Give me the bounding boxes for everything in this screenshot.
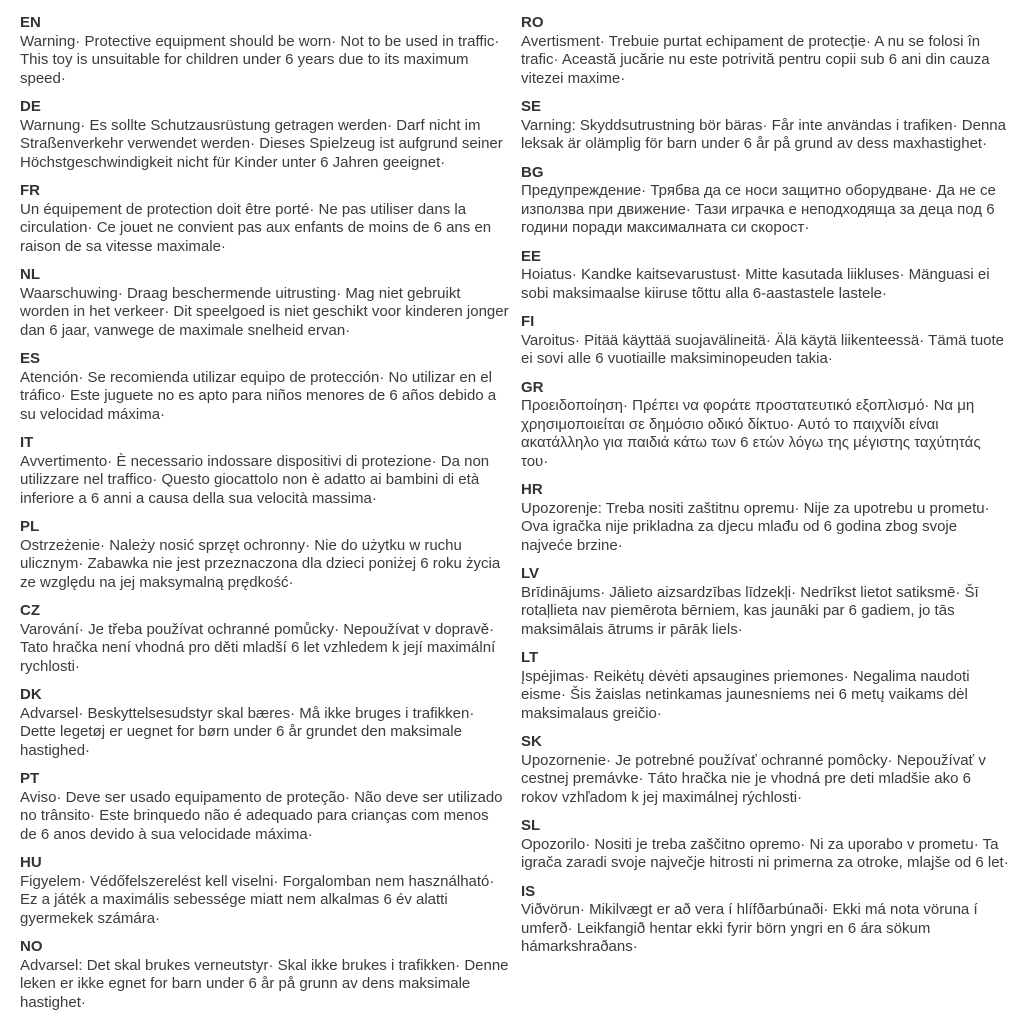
language-code-no: NO <box>20 938 43 955</box>
warning-block-pl <box>20 518 509 592</box>
warning-text-nl: Waarschuwing· Draag beschermende uitrusting· Mag niet gebruikt worden in het verkeer· Dit speelgoed is niet geschikt voor kinderen jonger dan 6 jaar, vanwege de maximale snelheid ervan· <box>20 284 509 339</box>
right-column <box>521 14 1010 1024</box>
warning-text-lt: Įspėjimas· Reikėtų dėvėti apsaugines priemones· Negalima naudoti eisme· Šis žaislas netinkamas jaunesniems nei 6 metų vaikams dėl maksimalaus greičio· <box>521 667 970 722</box>
warning-text-lv: Brīdinājums· Jālieto aizsardzības līdzekļi· Nedrīkst lietot satiksmē· Šī rotaļlieta nav piemērota bērniem, kas jaunāki par 6 gadiem, jo tās maksimālais ātrums ir pārāk liels· <box>521 583 979 638</box>
language-code-ee: EE <box>521 247 542 265</box>
language-code-lv: LV <box>521 565 540 582</box>
warning-block-nl <box>20 266 509 340</box>
warning-text-pt: Aviso· Deve ser usado equipamento de proteção· Não deve ser utilizado no trânsito· Este brinquedo não é adequado para crianças com menos de 6 anos devido à sua velocidade máxima· <box>20 788 503 843</box>
warning-block-it <box>20 434 509 508</box>
warning-block-fr <box>20 182 509 256</box>
warning-block-hr <box>521 481 1010 555</box>
language-code-pl: PL <box>20 518 40 535</box>
left-column <box>20 14 509 1024</box>
language-code-de: DE <box>20 98 41 115</box>
warning-block-is <box>521 883 1010 957</box>
warning-text-pl: Ostrzeżenie· Należy nosić sprzęt ochronny· Nie do użytku w ruchu ulicznym· Zabawka nie jest przeznaczona dla dzieci poniżej 6 roku życia ze względu na jej maksymalną prędkość· <box>20 536 501 591</box>
warning-block-no <box>20 938 509 1012</box>
warning-text-cz: Varování· Je třeba používat ochranné pomůcky· Nepoužívat v dopravě· Tato hračka není vhodná pro děti mladší 6 let vzhledem k její maximální rychlosti· <box>20 620 496 675</box>
language-code-sk: SK <box>521 733 542 750</box>
warning-text-ee: Hoiatus· Kandke kaitsevarustust· Mitte kasutada liikluses· Mänguasi ei sobi maksimaalse kiiruse tõttu alla 6-aastastele lastele· <box>521 266 990 302</box>
warning-block-bg <box>521 164 1010 238</box>
warning-block-cz <box>20 602 509 676</box>
language-code-en: EN <box>20 14 41 31</box>
language-code-lt: LT <box>521 649 539 666</box>
language-code-bg: BG <box>521 163 544 181</box>
warning-block-lv <box>521 565 1010 639</box>
warning-block-es <box>20 350 509 424</box>
warning-text-no: Advarsel: Det skal brukes verneutstyr· Skal ikke brukes i trafikken· Denne leken er ikke egnet for barn under 6 år på grunn av dens maksimale hastighet· <box>20 956 509 1011</box>
language-code-fr: FR <box>20 182 40 199</box>
language-code-is: IS <box>521 882 536 900</box>
warning-text-fr: Un équipement de protection doit être porté· Ne pas utiliser dans la circulation· Ce jouet ne convient pas aux enfants de moins de 6 ans en raison de sa vitesse maximale· <box>20 200 492 255</box>
language-code-ro: RO <box>521 14 544 31</box>
warning-block-ee <box>521 248 1010 304</box>
warning-block-dk <box>20 686 509 760</box>
warning-block-hu <box>20 854 509 928</box>
language-code-fi: FI <box>521 313 535 330</box>
warning-text-en: Warning· Protective equipment should be worn· Not to be used in traffic· This toy is unsuitable for children under 6 years due to its maximum speed· <box>20 32 500 87</box>
warning-text-sk: Upozornenie· Je potrebné používať ochranné pomôcky· Nepoužívať v cestnej premávke· Táto hračka nie je vhodná pre deti mladšie ako 6 rokov vzhľadom k jej maximálnej rýchlosti· <box>521 751 986 806</box>
warning-text-sl: Opozorilo· Nositi je treba zaščitno opremo· Ni za uporabo v prometu· Ta igrača zaradi svoje največje hitrosti ni primerna za otroke, mlajše od 6 let· <box>521 835 1009 871</box>
warning-text-ro: Avertisment· Trebuie purtat echipament de protecție· A nu se folosi în trafic· Această jucărie nu este potrivită pentru copii sub 6 ani din cauza vitezei maxime· <box>521 32 990 87</box>
warning-block-lt <box>521 649 1010 723</box>
warning-block-ro <box>521 14 1010 88</box>
language-code-dk: DK <box>20 686 42 703</box>
warning-text-de: Warnung· Es sollte Schutzausrüstung getragen werden· Darf nicht im Straßenverkehr verwendet werden· Dieses Spielzeug ist aufgrund seiner Höchstgeschwindigkeit nicht für Kinder unter 6 Jahren geeignet· <box>20 116 503 171</box>
language-code-it: IT <box>20 434 34 451</box>
warning-block-en <box>20 14 509 88</box>
warning-block-pt <box>20 770 509 844</box>
language-code-cz: CZ <box>20 602 40 619</box>
warning-text-se: Varning: Skyddsutrustning bör bäras· Får inte användas i trafiken· Denna leksak är olämplig för barn under 6 år på grund av dess maxhastighet· <box>521 116 1006 152</box>
language-code-gr: GR <box>521 378 544 396</box>
warning-text-dk: Advarsel· Beskyttelsesudstyr skal bæres· Må ikke bruges i trafikken· Dette legetøj er uegnet for børn under 6 år grundet den maksimale hastighed· <box>20 704 475 759</box>
warning-block-de <box>20 98 509 172</box>
language-code-sl: SL <box>521 817 541 834</box>
warning-text-hu: Figyelem· Védőfelszerelést kell viselni· Forgalomban nem használható· Ez a játék a maximális sebessége miatt nem alkalmas 6 év alatti gyermekek számára· <box>20 872 495 927</box>
language-code-es: ES <box>20 350 41 367</box>
warning-text-fi: Varoitus· Pitää käyttää suojavälineitä· Älä käytä liikenteessä· Tämä tuote ei sovi alle 6 vuotiaille maksiminopeuden takia· <box>521 331 1005 367</box>
language-code-pt: PT <box>20 770 40 787</box>
warning-text-it: Avvertimento· È necessario indossare dispositivi di protezione· Da non utilizzare nel traffico· Questo giocattolo non è adatto ai bambini di età inferiore a 6 anni a causa della sua velocità massima· <box>20 452 490 507</box>
warning-text-is: Viðvörun· Mikilvægt er að vera í hlífðarbúnaði· Ekki má nota vöruna í umferð· Leikfangið hentar ekki fyrir börn yngri en 6 ára sökum hámarkshraðans· <box>521 901 978 955</box>
warning-text-bg: Предупреждение· Трябва да се носи защитно оборудване· Да не се използва при движение· Тази играчка е неподходяща за деца под 6 години поради максималната си скорост· <box>521 182 996 236</box>
warning-block-sk <box>521 733 1010 807</box>
warning-block-se <box>521 98 1010 154</box>
warning-text-gr: Προειδοποίηση· Πρέπει να φοράτε προστατευτικό εξοπλισμό· Να μη χρησιμοποιείται σε δημόσιο οδικό δίκτυο· Αυτό το παιχνίδι είναι ακατάλληλο για παιδιά κάτω των 6 ετών λόγω της μέγιστης ταχύτητάς του· <box>521 397 981 470</box>
warning-text-hr: Upozorenje: Treba nositi zaštitnu opremu· Nije za upotrebu u prometu· Ova igračka nije prikladna za djecu mlađu od 6 godina zbog svoje najveće brzine· <box>521 499 990 554</box>
warning-block-gr <box>521 379 1010 472</box>
language-code-hu: HU <box>20 854 42 871</box>
warning-block-sl <box>521 817 1010 873</box>
language-code-se: SE <box>521 98 542 115</box>
warning-text-es: Atención· Se recomienda utilizar equipo de protección· No utilizar en el tráfico· Este juguete no es apto para niños menores de 6 años debido a su velocidad máxima· <box>20 368 497 423</box>
warning-block-fi <box>521 313 1010 369</box>
language-code-hr: HR <box>521 481 543 498</box>
language-code-nl: NL <box>20 266 40 283</box>
